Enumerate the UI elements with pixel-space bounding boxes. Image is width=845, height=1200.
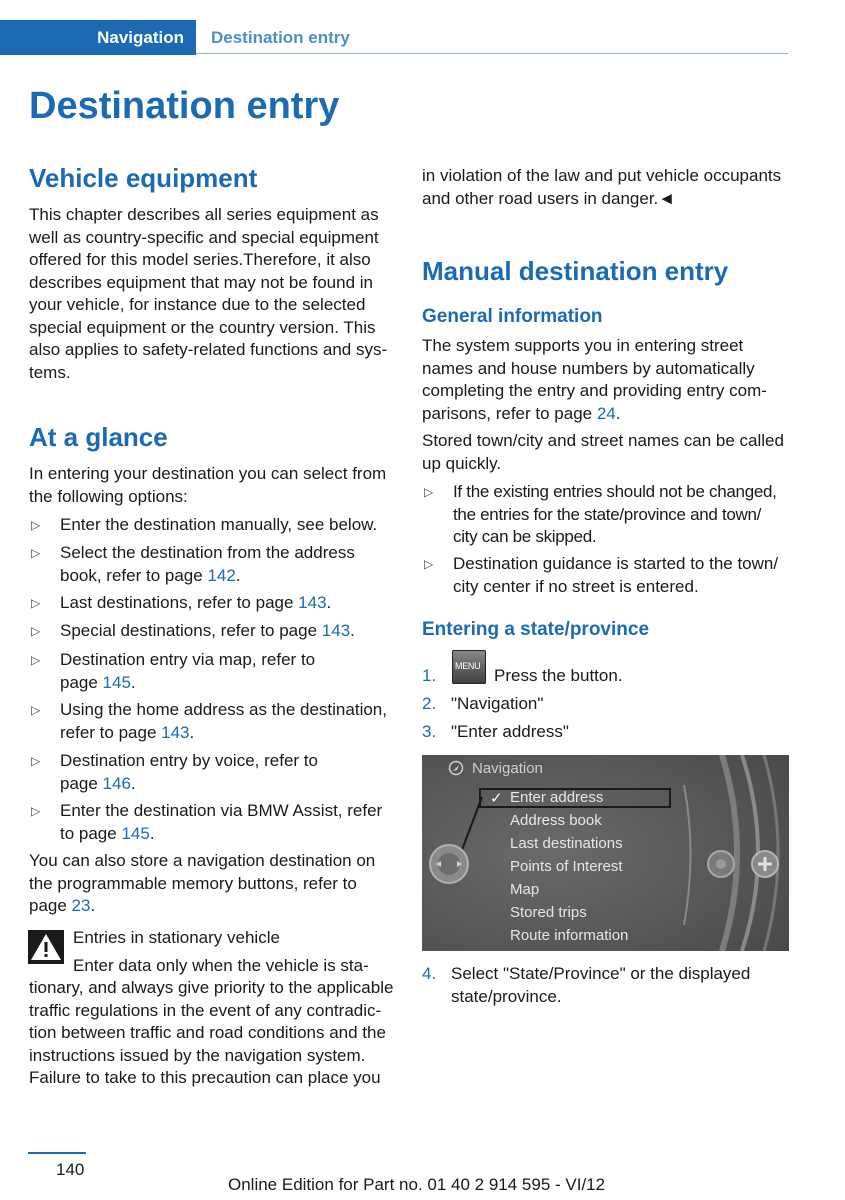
warning-icon — [28, 930, 64, 964]
option-text: page — [60, 773, 103, 793]
at-a-glance-heading: At a glance — [29, 422, 168, 452]
page-link[interactable]: 23 — [71, 896, 91, 915]
text-line: the following options: — [29, 486, 188, 506]
option-text: Enter the destination via BMW Assist, refer — [60, 801, 383, 820]
step-number: 2. — [422, 694, 437, 713]
text-line: parisons, refer to page — [422, 403, 597, 423]
page-link[interactable]: 146 — [102, 773, 131, 793]
text-line: the entries for the state/province and town/ — [453, 504, 762, 524]
menu-item-map[interactable]: Map — [510, 881, 540, 898]
option-text: page — [60, 672, 103, 692]
general-info-heading: General information — [422, 306, 603, 327]
subsection-label: Destination entry — [211, 28, 350, 47]
text-line: well as country-specific and special equipment — [29, 227, 379, 247]
text-line: In entering your destination you can select from — [29, 464, 387, 483]
text-line: describes equipment that may not be found in — [29, 272, 373, 292]
option-text: refer to page — [60, 722, 162, 742]
menu-item-route-information[interactable]: Route information — [510, 927, 629, 944]
page-link[interactable]: 145 — [121, 823, 150, 843]
warning-line: Enter data only when the vehicle is sta- — [73, 956, 369, 975]
option-text: Special destinations, refer to page — [60, 621, 322, 640]
text-line: city center if no street is entered. — [453, 576, 699, 596]
option-text: book, refer to page — [60, 565, 208, 585]
menu-icon-label: MENU — [455, 661, 481, 671]
bullet-marker: ▷ — [31, 754, 41, 768]
text-line: offered for this model series.Therefore, it also — [29, 250, 371, 269]
menu-item-enter-address[interactable]: Enter address — [510, 789, 604, 806]
step-text: state/province. — [451, 986, 562, 1006]
page-title: Destination entry — [29, 85, 340, 127]
menu-item-points-of-interest[interactable]: Points of Interest — [510, 858, 623, 875]
text-line: city can be skipped. — [453, 527, 597, 546]
direction-icon[interactable] — [706, 849, 736, 879]
page-link[interactable]: 143 — [321, 621, 351, 640]
edition-text: Online Edition for Part no. 01 40 2 914 595 - VI/12 — [228, 1175, 606, 1194]
footer-rule — [28, 1152, 86, 1154]
text-line: up quickly. — [422, 453, 502, 473]
page-link[interactable]: 143 — [298, 593, 327, 612]
text-line: Failure to take to this precaution can place you — [29, 1068, 381, 1087]
menu-button-icon — [452, 650, 486, 684]
vehicle-equipment-text — [29, 204, 387, 384]
text-line: names and house numbers by automatically — [422, 358, 755, 378]
warning-continued — [422, 165, 781, 210]
menu-item-stored-trips[interactable]: Stored trips — [510, 904, 587, 921]
step-number: 3. — [422, 722, 437, 741]
step-text: Select "State/Province" or the displayed — [451, 964, 751, 983]
step-text: Press the button. — [494, 666, 623, 685]
text-line: completing the entry and providing entry com- — [422, 381, 767, 400]
text-line: and other road users in danger.◄ — [422, 188, 676, 208]
text-line: The system supports you in entering street — [422, 336, 744, 355]
page-link[interactable]: 143 — [161, 722, 190, 742]
vehicle-equipment-heading: Vehicle equipment — [29, 163, 258, 193]
text-line: tion between traffic and road conditions and the — [29, 1023, 386, 1042]
bullet-marker: ▷ — [31, 653, 41, 667]
text-line: If the existing entries should not be changed, — [453, 482, 777, 501]
header-rule — [196, 53, 788, 54]
text-line: special equipment or the country version. This — [29, 317, 376, 337]
page-link[interactable]: 24 — [596, 403, 616, 423]
text-line: Destination guidance is started to the town/ — [453, 554, 779, 573]
bullet-marker: ▷ — [31, 624, 41, 638]
text-line: also applies to safety-related functions and sys- — [29, 340, 388, 359]
option-text: Select the destination from the address — [60, 543, 355, 562]
text-line: tems. — [29, 362, 71, 382]
section-label: Navigation — [97, 28, 184, 47]
controller-left-icon[interactable] — [428, 843, 470, 885]
menu-item-last-destinations[interactable]: Last destinations — [510, 835, 623, 852]
page-link[interactable]: 142 — [207, 565, 236, 585]
bullet-marker: ▷ — [31, 546, 41, 560]
bullet-marker: ▷ — [31, 518, 41, 532]
menu-item-address-book[interactable]: Address book — [510, 812, 602, 829]
text-line: You can also store a navigation destination on — [29, 851, 376, 870]
state-province-heading: Entering a state/province — [422, 619, 650, 640]
bullet-marker: ▷ — [31, 596, 41, 610]
text-line: instructions issued by the navigation system. — [29, 1045, 366, 1065]
general-info-text: The system supports you in entering street names and house numbers by automatically completing the entry and providing entry com- parisons, refer to page 24. — [422, 336, 767, 423]
at-a-glance-intro — [29, 463, 386, 508]
text-line: This chapter describes all series equipment as — [29, 205, 379, 224]
navigation-screen — [422, 755, 789, 951]
option-text: to page — [60, 823, 122, 843]
option-text: Using the home address as the destination, — [60, 700, 387, 719]
text-line: the programmable memory buttons, refer to — [29, 873, 357, 893]
plus-icon[interactable] — [750, 849, 780, 879]
step-number: 4. — [422, 964, 437, 983]
warning-title: Entries in stationary vehicle — [73, 928, 280, 947]
bullet-marker: ▷ — [31, 804, 41, 818]
checkmark-icon: ✓ — [490, 790, 503, 807]
stored-names-text — [422, 430, 784, 475]
step-number: 1. — [422, 666, 437, 685]
manual-entry-heading: Manual destination entry — [422, 256, 729, 286]
bullet-marker: ▷ — [424, 485, 434, 499]
option-text: Destination entry by voice, refer to — [60, 751, 318, 770]
navigation-icon — [448, 760, 464, 776]
text-line: Stored town/city and street names can be called — [422, 431, 784, 450]
text-line: in violation of the law and put vehicle occupants — [422, 166, 782, 185]
memory-buttons-text: You can also store a navigation destination on the programmable memory buttons, refer to page 23. — [29, 851, 376, 915]
text-line: traffic regulations in the event of any contradic- — [29, 1000, 382, 1020]
step-text: "Navigation" — [451, 694, 544, 713]
screen-title: Navigation — [472, 760, 543, 777]
text-line: your vehicle, for instance due to the selected — [29, 295, 366, 314]
bullet-marker: ▷ — [31, 703, 41, 717]
text-line: tionary, and always give priority to the applicable — [29, 978, 394, 997]
step-text: "Enter address" — [451, 722, 569, 741]
page-link[interactable]: 145 — [102, 672, 131, 692]
page-number: 140 — [56, 1160, 85, 1179]
option-text: Last destinations, refer to page — [60, 593, 299, 612]
warning-text — [29, 977, 401, 1090]
option-text: Enter the destination manually, see below. — [60, 515, 378, 534]
option-text: Destination entry via map, refer to — [60, 650, 316, 669]
section-tab — [0, 20, 196, 55]
bullet-marker: ▷ — [424, 557, 434, 571]
text-line: page — [29, 896, 72, 915]
